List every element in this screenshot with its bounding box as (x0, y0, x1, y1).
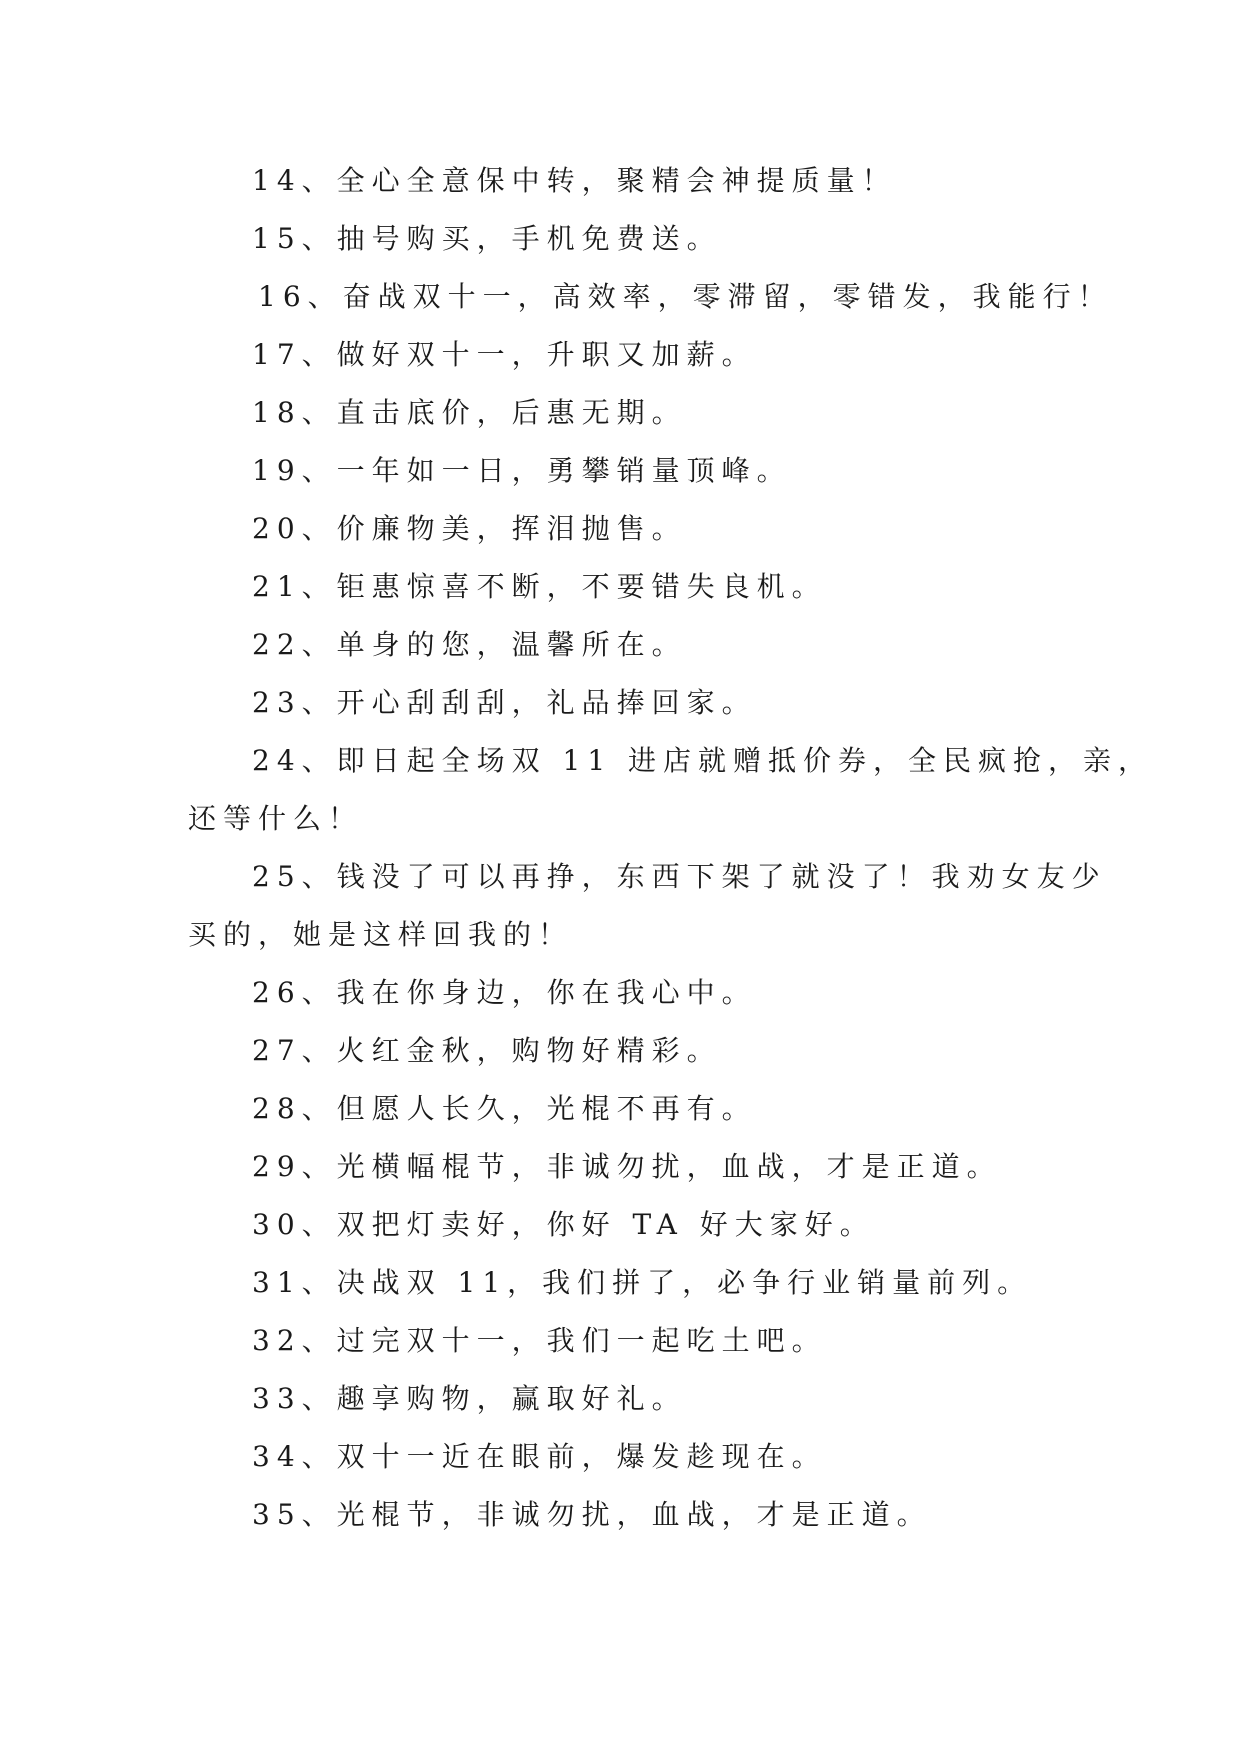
list-item: 14、全心全意保中转，聚精会神提质量！ (252, 164, 897, 197)
list-item: 21、钜惠惊喜不断，不要错失良机。 (252, 570, 827, 603)
list-item: 18、直击底价，后惠无期。 (252, 396, 687, 429)
list-item: 33、趣享购物，赢取好礼。 (252, 1382, 687, 1415)
list-item: 16、奋战双十一，高效率，零滞留，零错发，我能行！ (258, 280, 1113, 313)
list-item: 30、双把灯卖好，你好 TA 好大家好。 (252, 1208, 875, 1241)
list-item: 26、我在你身边，你在我心中。 (252, 976, 757, 1009)
list-item: 35、光棍节，非诚勿扰，血战，才是正道。 (252, 1498, 932, 1531)
list-item: 25、钱没了可以再挣，东西下架了就没了！我劝女友少 (252, 860, 1107, 893)
list-item: 20、价廉物美，挥泪抛售。 (252, 512, 687, 545)
list-item: 32、过完双十一，我们一起吃土吧。 (252, 1324, 827, 1357)
list-item: 29、光横幅棍节，非诚勿扰，血战，才是正道。 (252, 1150, 1002, 1183)
list-item: 24、即日起全场双 11 进店就赠抵价券，全民疯抢，亲， (252, 744, 1154, 777)
list-item: 22、单身的您，温馨所在。 (252, 628, 687, 661)
list-item: 34、双十一近在眼前，爆发趁现在。 (252, 1440, 827, 1473)
list-item: 31、决战双 11，我们拼了，必争行业销量前列。 (252, 1266, 1033, 1299)
list-item: 19、一年如一日，勇攀销量顶峰。 (252, 454, 792, 487)
list-item: 17、做好双十一，升职又加薪。 (252, 338, 757, 371)
list-item-continuation: 还等什么！ (188, 802, 364, 835)
list-item-continuation: 买的，她是这样回我的！ (188, 918, 574, 951)
list-item: 28、但愿人长久，光棍不再有。 (252, 1092, 757, 1125)
list-item: 23、开心刮刮刮，礼品捧回家。 (252, 686, 757, 719)
slogan-list (188, 152, 1154, 1544)
list-item: 15、抽号购买，手机免费送。 (252, 222, 722, 255)
list-item: 27、火红金秋，购物好精彩。 (252, 1034, 722, 1067)
